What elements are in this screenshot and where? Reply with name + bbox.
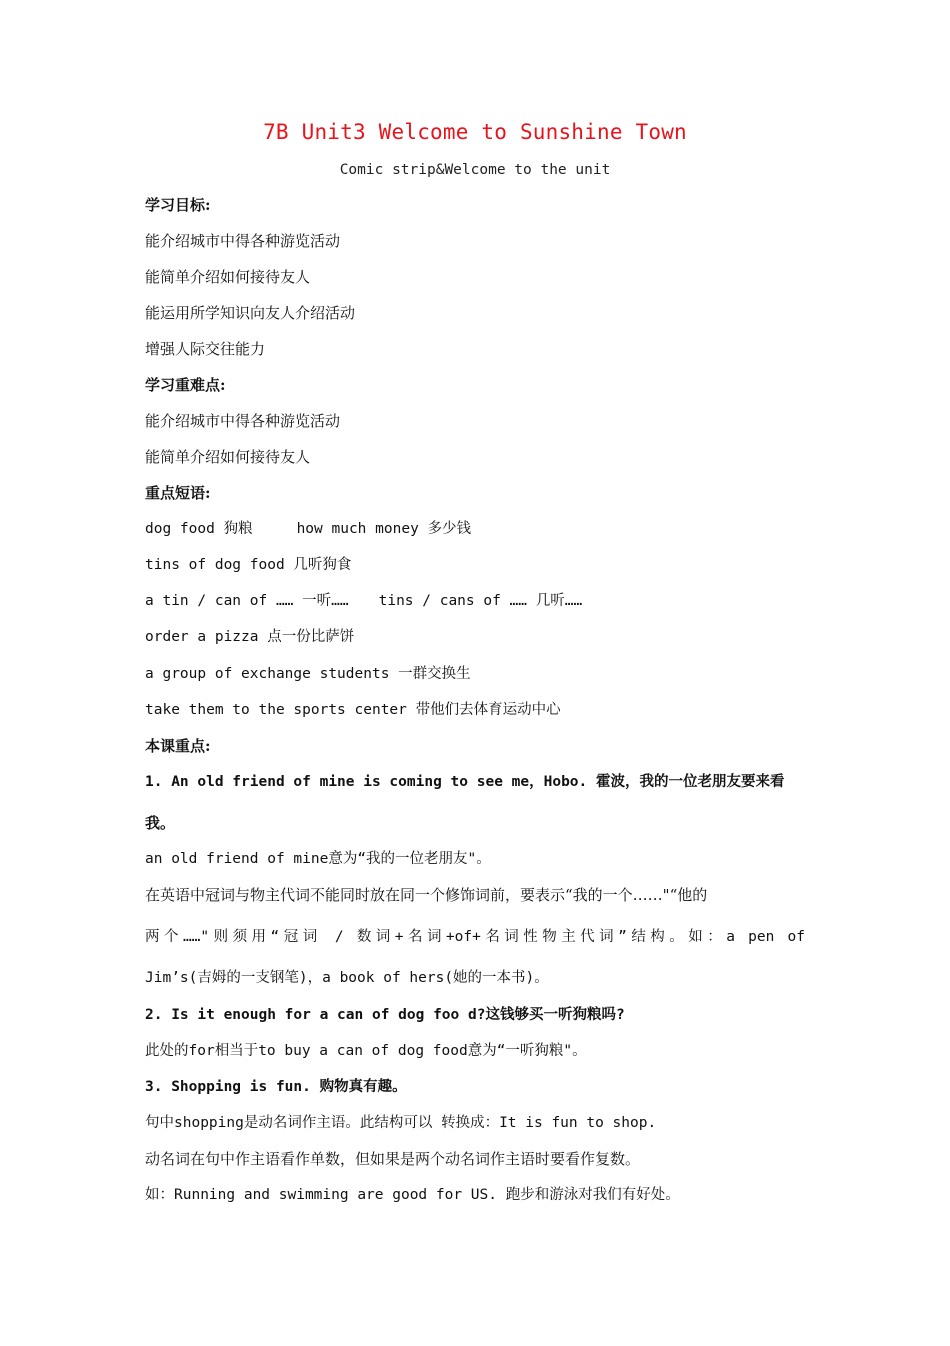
phrase-item: tins / cans of …… 几听…… [378,593,583,609]
phrase-item: tins of dog food 几听狗食 [145,557,352,573]
keypoint-1-line2: 我。 [145,814,176,832]
keypoints-heading: 本课重点: [145,737,211,755]
keypoint-1-note: 在英语中冠词与物主代词不能同时放在同一个修饰词前，要表示“我的一个……"“他的 [145,886,708,904]
difficulty-item: 能简单介绍如何接待友人 [145,448,311,466]
keypoint-1-note: an old friend of mine意为“我的一位老朋友"。 [145,851,491,867]
phrase-row [145,518,805,540]
phrases-heading: 重点短语: [145,484,211,502]
keypoint-3-line: 3. Shopping is fun. 购物真有趣。 [145,1079,407,1095]
objective-item: 能运用所学知识向友人介绍活动 [145,304,356,322]
document-title: 7B Unit3 Welcome to Sunshine Town [263,120,687,144]
phrase-item: how much money 多少钱 [296,521,472,537]
phrase-item: take them to the sports center 带他们去体育运动中心 [145,702,561,718]
keypoint-3-note: 动名词在句中作主语看作单数，但如果是两个动名词作主语时要看作复数。 [145,1150,641,1168]
objective-item: 能简单介绍如何接待友人 [145,268,311,286]
difficulties-heading: 学习重难点: [145,376,226,394]
phrase-item: a tin / can of …… 一听…… [145,593,349,609]
phrase-item: order a pizza 点一份比萨饼 [145,629,355,645]
keypoint-2-line: 2. Is it enough for a can of dog foo d?这钱够买一听狗粮吗? [145,1007,625,1023]
phrase-item: dog food 狗粮 [145,521,253,537]
keypoint-1-line1: 1. An old friend of mine is coming to see me，Hobo. 霍波，我的一位老朋友要来看 [145,774,785,790]
objectives-heading: 学习目标: [145,196,211,214]
keypoint-3-note: 句中shopping是动名词作主语。此结构可以 转换成：It is fun to shop. [145,1115,657,1131]
phrase-item: a group of exchange students 一群交换生 [145,666,471,682]
keypoint-1-note: Jim’s(吉姆的一支钢笔)，a book of hers(她的一本书)。 [145,970,549,986]
objective-item: 能介绍城市中得各种游览活动 [145,232,341,250]
document-subtitle: Comic strip&Welcome to the unit [339,162,611,178]
keypoint-3-note: 如：Running and swimming are good for US. 跑步和游泳对我们有好处。 [145,1187,680,1203]
objective-item: 增强人际交往能力 [145,340,266,358]
keypoint-2-note: 此处的for相当于to buy a can of dog food意为“一听狗粮"。 [145,1043,587,1059]
difficulty-item: 能介绍城市中得各种游览活动 [145,412,341,430]
keypoint-1-note: 两个……"则须用“冠词 / 数词+名词+of+名词性物主代词”结构。如：a pen of [145,929,805,945]
phrase-row [145,590,805,612]
